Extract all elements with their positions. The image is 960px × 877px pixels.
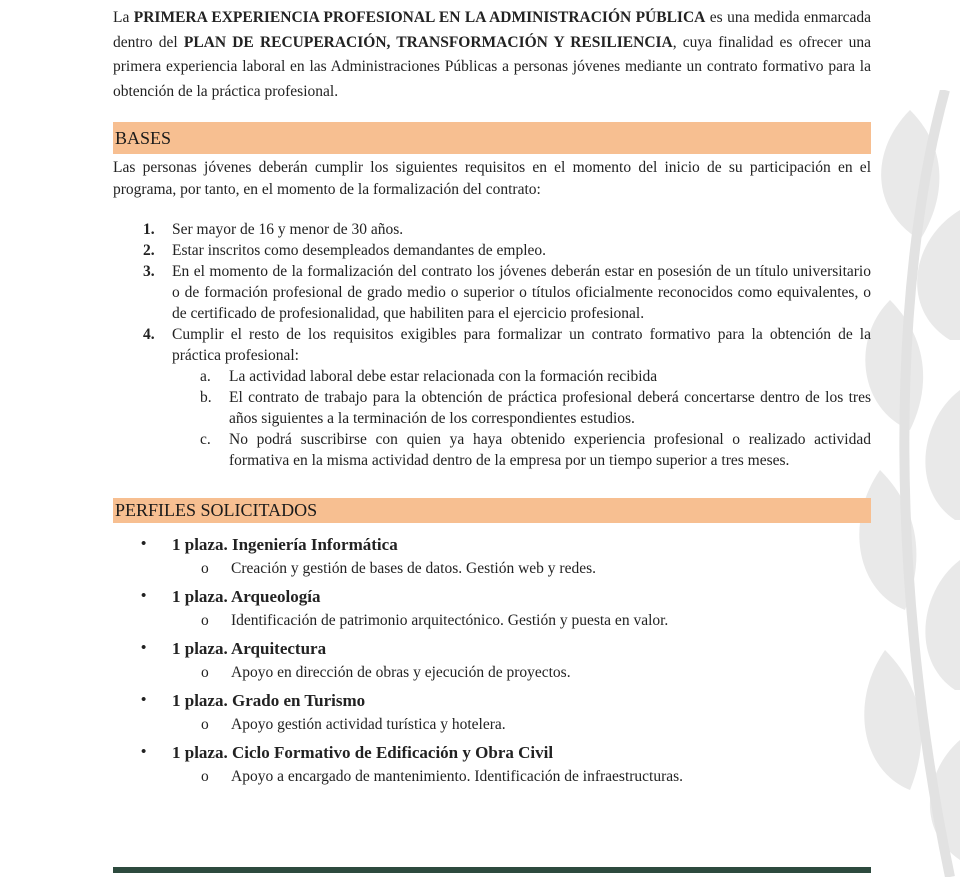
profile-description-text: Creación y gestión de bases de datos. Gestión web y redes. (231, 560, 597, 577)
profile-title: 1 plaza. Arquitectura (172, 639, 327, 658)
profile-title: 1 plaza. Arqueología (172, 587, 321, 606)
list-letter: c. (200, 431, 211, 448)
list-item (113, 635, 871, 662)
bases-heading: BASES (113, 122, 871, 154)
requirement-text: Cumplir el resto de los requisitos exigibles para formalizar un contrato formativo para la obtención de la práctica profesional: (172, 326, 871, 364)
profile-description-text: Apoyo gestión actividad turística y hotelera. (231, 716, 506, 733)
intro-plan-name: PLAN DE RECUPERACIÓN, TRANSFORMACIÓN Y RESILIENCIA (183, 33, 673, 51)
perfiles-heading: PERFILES SOLICITADOS (113, 498, 871, 523)
circle-bullet-icon: o (201, 664, 209, 681)
list-number: 2. (143, 242, 155, 259)
circle-bullet-icon: o (201, 768, 209, 785)
bullet-icon: • (141, 640, 147, 656)
circle-bullet-icon: o (201, 560, 209, 577)
profiles-list (113, 531, 871, 789)
list-number: 1. (143, 221, 155, 238)
list-item (113, 739, 871, 766)
list-item (113, 583, 871, 610)
intro-text-3: , cuya finalidad es ofrecer una primera experiencia laboral en las Administraciones Públicas a personas jóvenes mediante un contrato formativo para la obtención de la práctica profesional. (113, 33, 871, 100)
bullet-icon: • (141, 588, 147, 604)
document-body (113, 0, 871, 791)
sub-requirement-text: El contrato de trabajo para la obtención de práctica profesional deberá concertarse dentro de los tres años siguientes a la terminación de los correspondientes estudios. (229, 389, 871, 427)
intro-text-1: La (113, 9, 134, 26)
profile-description (113, 661, 871, 685)
list-item (113, 687, 871, 714)
intro-paragraph (113, 6, 871, 104)
list-item (171, 387, 871, 429)
profile-title: 1 plaza. Ingeniería Informática (172, 535, 398, 554)
profile-description (113, 713, 871, 737)
requirement-text: Estar inscritos como desempleados demandantes de empleo. (172, 242, 547, 259)
profile-description-text: Apoyo a encargado de mantenimiento. Identificación de infraestructuras. (231, 768, 684, 785)
intro-program-name: PRIMERA EXPERIENCIA PROFESIONAL EN LA ADMINISTRACIÓN PÚBLICA (133, 9, 706, 26)
circle-bullet-icon: o (201, 716, 209, 733)
footer-divider (113, 867, 871, 873)
list-item (113, 219, 871, 240)
intro-text-2: es una medida enmarcada dentro del (113, 9, 872, 51)
requirements-list (113, 219, 871, 471)
profile-description-text: Apoyo en dirección de obras y ejecución de proyectos. (231, 664, 571, 681)
requirement-text: Ser mayor de 16 y menor de 30 años. (172, 221, 404, 238)
profile-description (113, 765, 871, 789)
list-item (113, 324, 871, 471)
bullet-icon: • (141, 692, 147, 708)
requirement-text: En el momento de la formalización del contrato los jóvenes deberán estar en posesión de un título universitario o de formación profesional de grado medio o superior o títulos oficialmente reconocidos como equivalentes, o de certificado de profesionalidad, que habiliten para el ejercicio profesional. (172, 263, 871, 322)
profile-description-text: Identificación de patrimonio arquitectónico. Gestión y puesta en valor. (231, 612, 669, 629)
circle-bullet-icon: o (201, 612, 209, 629)
bullet-icon: • (141, 536, 147, 552)
list-number: 3. (143, 263, 155, 280)
profile-title: 1 plaza. Grado en Turismo (172, 691, 366, 710)
list-item (113, 240, 871, 261)
bases-intro-text: Las personas jóvenes deberán cumplir los siguientes requisitos en el momento del inicio de su participación en el programa, por tanto, en el momento de la formalización del contrato: (113, 159, 871, 198)
profile-title: 1 plaza. Ciclo Formativo de Edificación y Obra Civil (172, 743, 554, 762)
sub-requirement-text: No podrá suscribirse con quien ya haya obtenido experiencia profesional o realizado actividad formativa en la misma actividad dentro de la empresa por un tiempo superior a tres meses. (229, 431, 871, 469)
bullet-icon: • (141, 744, 147, 760)
list-item (113, 261, 871, 324)
list-number: 4. (143, 326, 155, 343)
profile-description (113, 609, 871, 633)
sub-requirements-list (172, 366, 871, 471)
list-letter: b. (200, 389, 212, 406)
profile-description (113, 557, 871, 581)
sub-requirement-text: La actividad laboral debe estar relacionada con la formación recibida (229, 368, 658, 385)
list-item (171, 366, 871, 387)
list-letter: a. (200, 368, 211, 385)
list-item (171, 429, 871, 471)
list-item (113, 531, 871, 558)
